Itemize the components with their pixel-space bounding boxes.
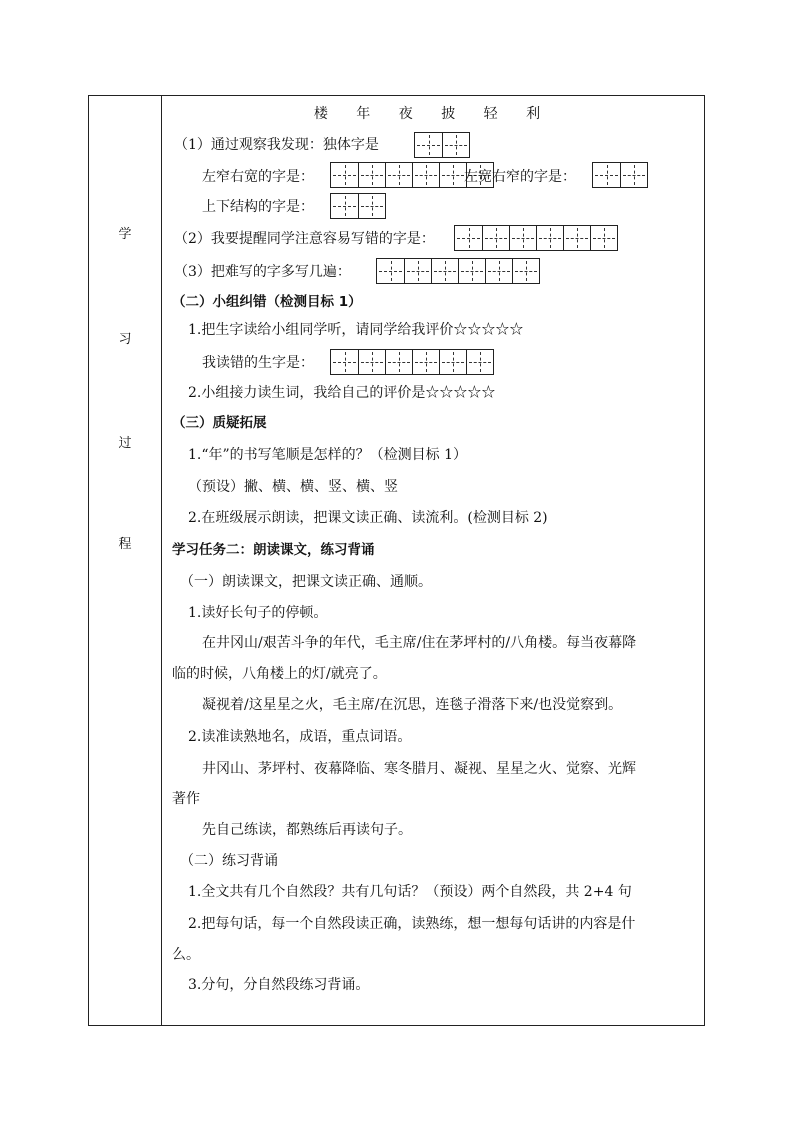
- grid-cell: [620, 163, 647, 187]
- vocab-heading: 2.读准读熟地名，成语，重点词语。: [188, 729, 412, 745]
- grid-cell: [455, 226, 482, 250]
- grid-cell: [593, 163, 620, 187]
- grid-cell: [512, 259, 539, 283]
- section-group-correction: （二）小组纠错（检测目标 1）: [172, 294, 362, 310]
- writing-grid-top-bottom: [330, 193, 386, 219]
- observe-line: （1）通过观察我发现：独体字是: [174, 137, 379, 153]
- misread-label: 我读错的生字是：: [202, 355, 314, 371]
- grid-cell: [385, 163, 412, 187]
- sentence-two: 凝视着/这星星之火，毛主席/在沉思，连毯子滑落下来/也没觉察到。: [202, 697, 623, 713]
- grid-cell: [331, 163, 358, 187]
- stroke-order-question: 1.“年”的书写笔顺是怎样的？（检测目标 1）: [188, 447, 468, 463]
- left-narrow-label: 左窄右宽的字是：: [202, 169, 314, 185]
- grid-cell: [415, 133, 442, 157]
- recite-heading: （二）练习背诵: [180, 853, 278, 869]
- sentence-one-a: 在井冈山/艰苦斗争的年代，毛主席/住在茅坪村的/八角楼。每当夜幕降: [202, 635, 637, 651]
- sentence-one-b: 临的时候，八角楼上的灯/就亮了。: [172, 666, 387, 682]
- grid-cell: [466, 350, 493, 374]
- grid-cell: [509, 226, 536, 250]
- content-cell: [162, 96, 704, 1025]
- top-bottom-label: 上下结构的字是：: [202, 199, 314, 215]
- practice-line: （3）把难写的字多写几遍：: [174, 264, 351, 280]
- paragraph-count-line: 1.全文共有几个自然段？共有几句话？（预设）两个自然段，共 2+4 句: [188, 884, 632, 900]
- vocab-list-a: 井冈山、茅坪村、夜幕降临、寒冬腊月、凝视、星星之火、觉察、光辉: [202, 761, 636, 777]
- read-to-group-line: 1.把生字读给小组同学听，请同学给我评价☆☆☆☆☆: [188, 322, 524, 338]
- grid-cell: [358, 194, 385, 218]
- class-reading-line: 2.在班级展示朗读，把课文读正确、读流利。(检测目标 2): [188, 510, 548, 526]
- vocab-list-b: 著作: [172, 791, 200, 807]
- read-each-sentence-a: 2.把每句话，每一个自然段读正确，读熟练，想一想每句话讲的内容是什: [188, 916, 636, 932]
- writing-grid-remind: [454, 225, 618, 251]
- read-each-sentence-b: 么。: [172, 947, 200, 963]
- read-text-heading: （一）朗读课文，把课文读正确、通顺。: [180, 574, 432, 590]
- grid-cell: [439, 350, 466, 374]
- side-label-xi: 习: [118, 332, 132, 347]
- grid-cell: [442, 133, 469, 157]
- grid-cell: [485, 259, 512, 283]
- writing-grid-practice: [376, 258, 540, 284]
- self-practice-line: 先自己练读，都熟练后再读句子。: [202, 822, 412, 838]
- grid-cell: [536, 226, 563, 250]
- section-questions: （三）质疑拓展: [172, 415, 267, 431]
- writing-grid-left-wide: [592, 162, 648, 188]
- grid-cell: [377, 259, 404, 283]
- relay-read-line: 2.小组接力读生词，我给自己的评价是☆☆☆☆☆: [188, 385, 496, 401]
- recite-by-sentence-line: 3.分句，分自然段练习背诵。: [188, 977, 370, 993]
- grid-cell: [412, 350, 439, 374]
- grid-cell: [331, 194, 358, 218]
- writing-grid-misread: [330, 349, 494, 375]
- grid-cell: [563, 226, 590, 250]
- stroke-order-answer: （预设）撇、横、横、竖、横、竖: [188, 479, 398, 495]
- task-two-heading: 学习任务二：朗读课文，练习背诵: [172, 542, 375, 558]
- grid-cell: [331, 350, 358, 374]
- writing-grid-single: [414, 132, 470, 158]
- grid-cell: [358, 350, 385, 374]
- grid-cell: [404, 259, 431, 283]
- remind-line: （2）我要提醒同学注意容易写错的字是：: [174, 231, 435, 247]
- side-label-guo: 过: [118, 436, 132, 451]
- grid-cell: [590, 226, 617, 250]
- side-label-xue: 学: [118, 227, 132, 242]
- left-wide-label: 左宽右窄的字是：: [464, 169, 576, 185]
- grid-cell: [458, 259, 485, 283]
- lesson-table: [88, 95, 705, 1026]
- grid-cell: [439, 163, 466, 187]
- grid-cell: [431, 259, 458, 283]
- side-label-cheng: 程: [118, 537, 132, 552]
- pause-heading: 1.读好长句子的停顿。: [188, 605, 328, 621]
- grid-cell: [385, 350, 412, 374]
- grid-cell: [482, 226, 509, 250]
- lesson-characters-title: 楼 年 夜 披 轻 利: [313, 106, 553, 122]
- grid-cell: [412, 163, 439, 187]
- grid-cell: [358, 163, 385, 187]
